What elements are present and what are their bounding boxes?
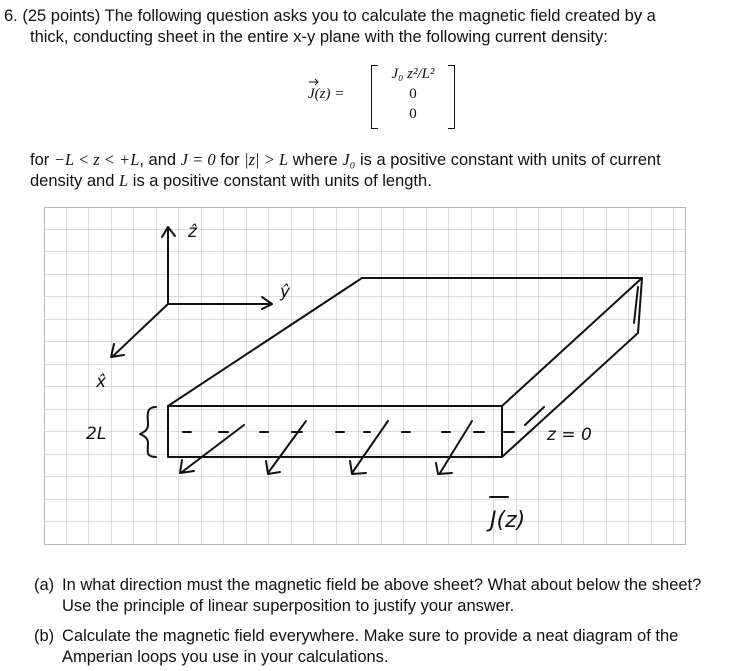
condition-line-1	[30, 149, 661, 171]
equation-lhs: J(z) =	[308, 86, 345, 102]
condition-line-2	[30, 170, 432, 192]
cond-text-density: density and	[30, 172, 115, 190]
intro-text-2: thick, conducting sheet in the entire x-y plane with the following current density:	[30, 28, 608, 46]
cond-text-positive: is a positive constant with units of current	[359, 151, 661, 169]
y-axis-label: ŷ	[280, 282, 291, 302]
equation-row-2: 0	[409, 86, 417, 102]
cond-text-for2: for	[220, 151, 240, 169]
z-axis-label: ẑ	[188, 222, 197, 242]
question-b-line2: Amperian loops you use in your calculations.	[62, 648, 389, 666]
plane-label: z = 0	[547, 425, 592, 445]
problem-intro-line1	[4, 6, 656, 27]
vector-arrow-icon	[308, 78, 320, 86]
cond-j0: J₀	[342, 150, 356, 169]
x-axis-label: x̂	[96, 372, 107, 392]
cond-text-where: where	[292, 151, 338, 169]
cond-text-length: is a positive constant with units of length.	[132, 172, 432, 190]
equation-row-3: 0	[409, 106, 417, 122]
question-a-line1: In what direction must the magnetic field be above sheet? What about below the sheet?	[62, 576, 702, 594]
intro-text-1: The following question asks you to calculate the magnetic field created by a	[104, 7, 656, 25]
question-b-line1: Calculate the magnetic field everywhere. Make sure to provide a neat diagram of the	[62, 627, 679, 645]
sheet-diagram	[44, 207, 686, 545]
question-a-label: (a)	[34, 576, 55, 594]
current-density-label: J(z)	[490, 508, 526, 533]
cond-text-for: for	[30, 151, 50, 169]
cond-zero: J = 0	[180, 150, 216, 169]
question-b-label: (b)	[34, 627, 55, 645]
cond-range: −L < z < +L	[53, 150, 140, 169]
equation-row-1: J₀ z²/L²	[391, 66, 435, 82]
cond-abs: |z| > L	[244, 150, 289, 169]
question-a-line2: Use the principle of linear superposition to justify your answer.	[62, 597, 515, 615]
cond-L: L	[119, 171, 129, 190]
thickness-label: 2L	[86, 424, 107, 444]
cond-text-and: , and	[139, 151, 177, 169]
current-density-equation	[308, 62, 468, 132]
problem-number: 6. (25 points)	[4, 7, 101, 25]
